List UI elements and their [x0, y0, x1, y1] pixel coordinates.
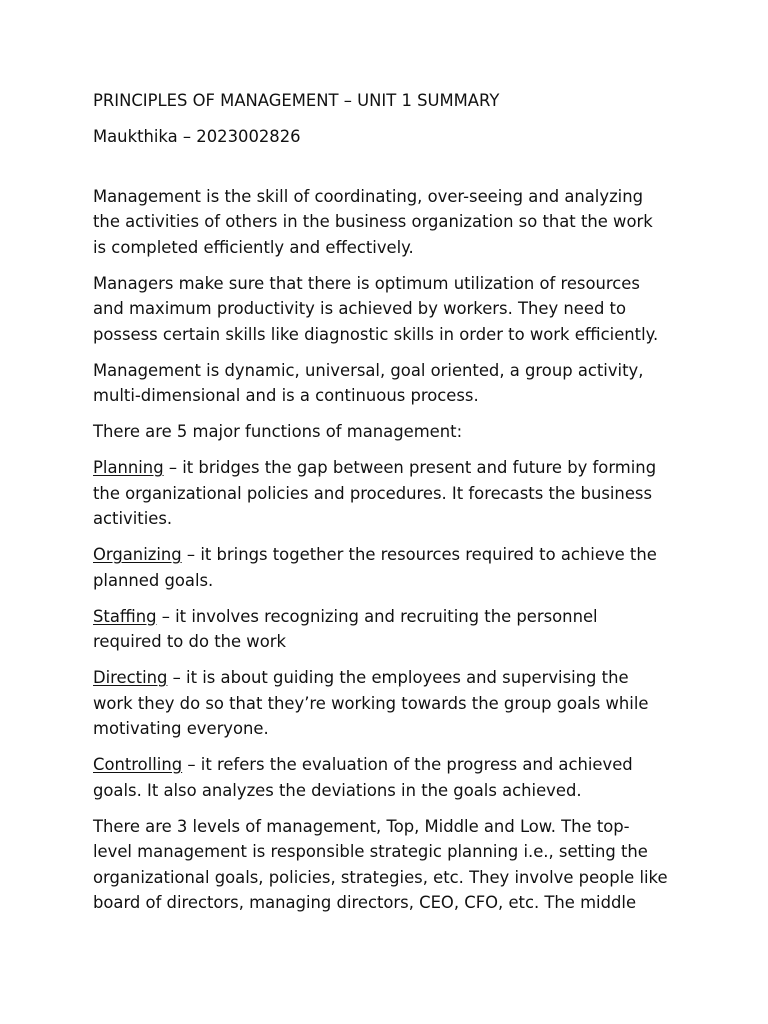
- function-controlling: [93, 752, 683, 803]
- text-line: [93, 604, 683, 630]
- paragraph-levels: [93, 814, 683, 916]
- text-line: work they do so that they’re working towards the group goals while: [93, 693, 649, 713]
- text-line: board of directors, managing directors, CEO, CFO, etc. The middle: [93, 893, 637, 912]
- text-line: and maximum productivity is achieved by workers. They need to: [93, 299, 627, 318]
- text-line: required to do the work: [93, 632, 286, 651]
- text-line: Managers make sure that there is optimum utilization of resources: [93, 273, 640, 293]
- text-line: [93, 455, 683, 481]
- function-description: – it bridges the gap between present and future by forming: [163, 458, 657, 477]
- text-line: There are 5 major functions of management:: [93, 422, 463, 441]
- function-description: – it involves recognizing and recruiting the personnel: [156, 606, 598, 626]
- text-line: the organizational policies and procedures. It forecasts the business: [93, 483, 652, 503]
- text-line: Management is dynamic, universal, goal oriented, a group activity,: [93, 360, 644, 380]
- function-term: Staffing: [93, 606, 157, 626]
- function-term: Directing: [93, 668, 168, 687]
- paragraph-functions-intro: [93, 419, 683, 445]
- text-line: [93, 665, 683, 691]
- text-line: activities.: [93, 509, 173, 528]
- text-line: possess certain skills like diagnostic skills in order to work efficiently.: [93, 324, 659, 344]
- text-line: multi-dimensional and is a continuous process.: [93, 386, 479, 405]
- function-description: – it is about guiding the employees and supervising the: [167, 668, 629, 687]
- text-line: goals. It also analyzes the deviations in the goals achieved.: [93, 780, 582, 800]
- text-line: Management is the skill of coordinating, over-seeing and analyzing: [93, 186, 644, 206]
- function-term: Organizing: [93, 545, 182, 564]
- document-page: [93, 88, 683, 916]
- function-staffing: [93, 604, 683, 655]
- paragraph-managers: [93, 271, 683, 348]
- function-description: – it brings together the resources required to achieve the: [181, 545, 657, 564]
- text-line: planned goals.: [93, 570, 214, 590]
- text-line: [93, 752, 683, 778]
- author-line: Maukthika – 2023002826: [93, 127, 301, 146]
- paragraph-characteristics: [93, 358, 683, 409]
- function-term: Controlling: [93, 755, 183, 774]
- function-term: Planning: [93, 458, 164, 477]
- function-planning: [93, 455, 683, 532]
- paragraph-definition: [93, 184, 683, 261]
- function-description: – it refers the evaluation of the progress and achieved: [182, 755, 633, 774]
- text-line: motivating everyone.: [93, 719, 269, 738]
- text-line: [93, 542, 683, 568]
- function-directing: [93, 665, 683, 742]
- text-line: level management is responsible strategic planning i.e., setting the: [93, 842, 648, 861]
- text-line: organizational goals, policies, strategies, etc. They involve people like: [93, 867, 668, 887]
- text-line: the activities of others in the business organization so that the work: [93, 212, 653, 231]
- text-line: is completed efficiently and effectively.: [93, 237, 414, 257]
- text-line: There are 3 levels of management, Top, Middle and Low. The top-: [93, 816, 630, 836]
- function-organizing: [93, 542, 683, 593]
- document-title: PRINCIPLES OF MANAGEMENT – UNIT 1 SUMMARY: [93, 91, 500, 110]
